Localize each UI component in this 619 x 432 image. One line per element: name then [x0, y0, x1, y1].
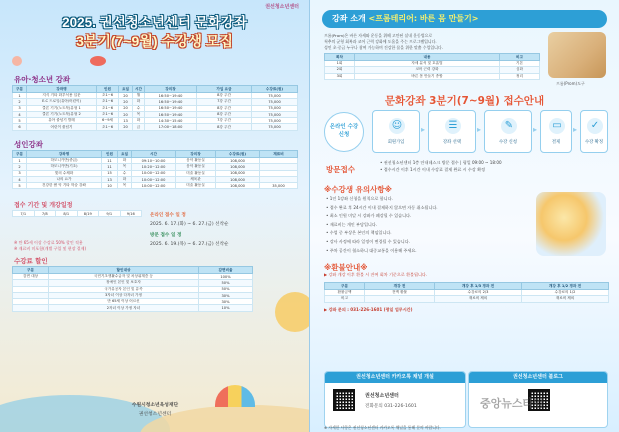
table-header-cell: 강좌명 — [27, 151, 102, 158]
schedule-date: 9/1 — [99, 211, 121, 217]
table-cell: 50% — [199, 280, 253, 286]
table-cell: 20 — [119, 111, 133, 117]
table-cell — [13, 305, 49, 311]
intro-paragraph-line-3: 성인 초·중급 누구나 참여 가능하며 건강한 몸을 위한 맞춤 수업입니다. — [324, 45, 443, 50]
table-cell: 4 — [13, 176, 27, 182]
table-cell: 1회 — [325, 61, 355, 67]
caution-heading: ※수강생 유의사항※ — [324, 185, 392, 194]
table-cell: 국민기초생활수급자 및 차상위계층 등 — [49, 274, 199, 280]
table-cell: 13 — [119, 118, 133, 124]
caution-item: • 재료비는 개인 부담입니다. — [326, 221, 378, 227]
table-cell: E.C 드로잉(유아/어린이) — [27, 99, 97, 105]
intro-heading — [322, 10, 607, 28]
caution-item: • 접수 완료 후 24시간 이내 결제하지 않으면 자동 취소됩니다. — [326, 204, 438, 210]
table-header-cell: 가입 요금 — [197, 86, 252, 93]
table-cell: 7강 주간 — [197, 99, 252, 105]
step-arrow-icon: ▸ — [421, 125, 426, 134]
schedule-heading: 접수 기간 및 개강일정 — [14, 202, 73, 209]
table-cell: 하모니카반(기초) — [27, 164, 102, 170]
table-cell: 20 — [119, 99, 133, 105]
list-icon: ☰ — [445, 118, 461, 134]
table-cell: 75,000 — [252, 105, 298, 111]
right-panel — [310, 0, 619, 432]
table-cell: 클론 기기(노트북)유형 2 — [27, 111, 97, 117]
table-cell: 미술 활동실 — [176, 170, 216, 176]
visit-info-1: • 권선청소년센터 1층 안내데스크 방문 접수 | 평일 09:00 ~ 18:00 — [380, 160, 502, 165]
table-cell: 미술 활동실 — [176, 183, 216, 189]
table-header-cell: 요일 — [119, 86, 133, 93]
table-header-cell: 구분 — [13, 151, 27, 158]
left-panel — [0, 0, 309, 432]
qr-code[interactable] — [333, 389, 355, 411]
schedule-date: 7/8 — [34, 211, 56, 217]
table-cell: 초1~6 — [97, 111, 119, 117]
table-cell: 75,000 — [252, 118, 298, 124]
table-cell: 7강 주간 — [197, 118, 252, 124]
schedule-date: 8/19 — [77, 211, 99, 217]
table-cell: 화 — [133, 99, 145, 105]
table-cell: 건강한 팝 악 기타 학습 강좌 — [27, 183, 102, 189]
table-cell: 화 — [133, 118, 145, 124]
table-cell: 수 — [118, 170, 132, 176]
table-cell: 16:50~19:40 — [145, 111, 197, 117]
table-header-cell: 비고 — [500, 54, 540, 61]
online-apply-label: 온라인 수강신청 — [329, 124, 359, 138]
step-select-label: 강좌 선택 — [443, 140, 461, 145]
table-row — [13, 305, 253, 311]
crab-icon — [90, 56, 106, 66]
table-cell: 심화 — [500, 67, 540, 73]
table-cell: 5 — [13, 118, 27, 124]
schedule-date: 7/1 — [13, 211, 35, 217]
center-badge: 권선청소년센터 — [265, 4, 299, 10]
step-confirm-label: 수강 확정 — [585, 140, 603, 145]
table-cell: 50% — [199, 286, 253, 292]
beach-illustration — [536, 192, 606, 256]
page-title: 2025. 권선청소년센터 문화강좌 — [62, 15, 247, 30]
apply-heading: 문화강좌 3분기(7~9월) 접수안내 — [384, 95, 545, 107]
table-cell: 16:50~19:40 — [145, 105, 197, 111]
table-header-cell: 재료비 — [260, 151, 298, 158]
table-cell: 35,000 — [260, 183, 298, 189]
visit-registration-label: 방문 접수 일 정 — [150, 233, 182, 238]
step-signup-label: 회원가입 — [387, 140, 405, 145]
schedule-date: 9/16 — [120, 211, 142, 217]
visit-info-2: • 접수시간 이후 1시간 이내 수강료 결제 완료 시 수강 확정 — [380, 167, 486, 172]
table-cell: 목 — [118, 183, 132, 189]
table-cell: 5 — [13, 183, 27, 189]
caution-item: • 최소 인원 미달 시 강좌가 폐강될 수 있습니다. — [326, 213, 412, 219]
note-2: ※ 재료비 미포함(개별 구입 및 현장 결제) — [14, 246, 87, 251]
table-cell: 목 — [118, 164, 132, 170]
watermark: 중앙뉴스타임 — [480, 397, 544, 410]
contact-info: ▶ 강좌 문의 : 031-226-1601 (평일 업무시간) — [324, 307, 413, 312]
table-cell: 3회 — [325, 73, 355, 79]
table-header-cell: 강의장 — [145, 86, 197, 93]
shell-icon — [12, 56, 22, 66]
table-header-cell: 수강료(원) — [216, 151, 260, 158]
table-cell: 10% — [199, 305, 253, 311]
table-header-cell: 개강 후 1/3 경과 전 — [435, 283, 522, 290]
youth-section-heading: 유아·청소년 강좌 — [14, 75, 71, 84]
table-header-cell: 시간 — [132, 151, 176, 158]
table-cell: 나의 요가 — [27, 176, 102, 182]
table-cell: 10:00~12:00 — [132, 183, 176, 189]
table-header-cell: 구분 — [13, 267, 49, 274]
table-cell: 초1~6 — [97, 105, 119, 111]
table-cell: 2 — [13, 99, 27, 105]
table-cell: 기본 — [500, 61, 540, 67]
table-cell: 빛의 수채화 — [27, 170, 102, 176]
intro-heading-prefix: 강좌 소개 — [332, 14, 366, 23]
card-icon: ▭ — [549, 118, 565, 134]
refund-table — [324, 282, 609, 303]
table-cell: 1 — [13, 158, 27, 164]
step-arrow-icon: ▸ — [573, 125, 578, 134]
step-arrow-icon: ▸ — [477, 125, 482, 134]
step-select — [428, 110, 476, 153]
intro-paragraph-line-2: 척추의 균형 회복과 코어 근력 강화에 도움을 주는 프로그램입니다. — [324, 39, 437, 44]
table-cell: 10:20~12:00 — [132, 164, 176, 170]
discount-heading: 수강료 할인 — [14, 257, 48, 265]
table-header-cell: 할인대상 — [49, 267, 199, 274]
table-header-cell: 강좌명 — [27, 86, 97, 93]
table-cell: 음악 활동실 — [176, 164, 216, 170]
table-header-cell: 요일 — [118, 151, 132, 158]
step-apply-label: 수강 신청 — [499, 140, 517, 145]
table-cell: 초1~6 — [97, 93, 119, 99]
table-cell: 16:50~19:40 — [145, 93, 197, 99]
table-cell: 108,000 — [216, 170, 260, 176]
edit-icon: ✎ — [501, 118, 517, 134]
table-cell: 17:00~18:00 — [145, 124, 197, 130]
table-cell: 코어 근력 강화 — [355, 67, 500, 73]
table-cell: 14:30~15:40 — [145, 118, 197, 124]
table-cell: 체육관 — [176, 176, 216, 182]
discount-table — [12, 266, 253, 312]
table-cell: 재료비 제외 — [435, 296, 522, 302]
table-row — [325, 73, 540, 79]
visit-registration-date: 2025. 6. 19.(목) ~ 6. 27.(금) 선착순 — [150, 242, 229, 247]
table-cell: 09:10~10:00 — [132, 158, 176, 164]
table-cell: 20 — [119, 93, 133, 99]
table-cell: 음악 활동실 — [176, 158, 216, 164]
table-cell: 월 — [133, 93, 145, 99]
table-cell: 초1~6 — [97, 124, 119, 130]
check-icon: ✓ — [587, 118, 603, 134]
kakao-phone: 전화문의 031-226-1601 — [365, 404, 417, 409]
table-cell: 20 — [119, 124, 133, 130]
table-cell: 10:00~12:00 — [132, 176, 176, 182]
caution-item: • 주차 공간이 협소하니 대중교통을 이용해 주세요. — [326, 247, 417, 253]
table-cell: 재료비 제외 — [522, 296, 609, 302]
table-cell: 수강료의 1/2 — [522, 290, 609, 296]
table-row — [13, 124, 298, 130]
table-cell: 2자녀 이상 가정 자녀 — [49, 305, 199, 311]
table-cell: 30% — [199, 299, 253, 305]
table-cell: 화 — [118, 176, 132, 182]
table-row — [13, 183, 298, 189]
table-cell: 8강 주간 — [197, 105, 252, 111]
table-cell: 클론 기기(노트북)유형 1 — [27, 105, 97, 111]
caution-item: • 1인 1강좌 신청을 원칙으로 합니다. — [326, 196, 393, 201]
table-cell: 100% — [199, 274, 253, 280]
table-cell: 3 — [13, 105, 27, 111]
schedule-table — [12, 210, 142, 217]
table-cell: 유아 줄넘기 발레 — [27, 118, 97, 124]
table-cell: 수강료의 2/3 — [435, 290, 522, 296]
table-header-cell: 인원 — [102, 151, 118, 158]
user-icon: ☺ — [389, 118, 405, 134]
table-cell: 108,000 — [216, 176, 260, 182]
intro-paragraph-line-1: 프롬(Prom)은 바른 자세와 운동을 위해 고안된 실내 운동법으로 — [324, 33, 433, 38]
table-cell: 13 — [102, 176, 118, 182]
table-cell: 금 — [133, 124, 145, 130]
table-cell: 75,000 — [252, 124, 298, 130]
table-cell: 11 — [102, 164, 118, 170]
table-cell: 1 — [13, 93, 27, 99]
table-header-cell: 시간 — [133, 86, 145, 93]
table-header-cell: 인원 — [97, 86, 119, 93]
table-cell: 10 — [102, 183, 118, 189]
table-cell: 11 — [102, 158, 118, 164]
caution-item: • 강사 사정에 따라 일정이 변경될 수 있습니다. — [326, 239, 411, 244]
refund-subtext: ▶ 강좌 개강 이후 환불 시 잔여 회차 기준으로 환불됩니다. — [324, 272, 428, 277]
table-cell: - — [365, 296, 435, 302]
refund-heading: ※환불안내※ — [324, 263, 368, 272]
step-apply — [484, 110, 532, 153]
table-header-cell: 개강 후 1/2 경과 전 — [522, 283, 609, 290]
table-cell: 30% — [199, 292, 253, 298]
prom-product-label: 프롬(Prom)도구 — [556, 81, 585, 86]
table-cell: 환불금액 — [325, 290, 365, 296]
table-cell: 비고 — [325, 296, 365, 302]
step-arrow-icon: ▸ — [533, 125, 538, 134]
kakao-channel-card[interactable] — [324, 371, 466, 428]
table-cell: 16:50~19:40 — [145, 99, 197, 105]
table-header-cell: 회차 — [325, 54, 355, 61]
intro-schedule-table — [324, 53, 540, 80]
table-header-cell: 내용 — [355, 54, 500, 61]
footer-center: 권선청소년센터 — [138, 412, 172, 417]
table-cell: 어린이 줄넘기 — [27, 124, 97, 130]
table-cell: 6 — [13, 124, 27, 130]
table-cell: 75,000 — [252, 99, 298, 105]
table-cell: 목 — [133, 111, 145, 117]
table-cell: 3 — [13, 170, 27, 176]
kakao-card-title: 권선청소년센터 카카오톡 채널 개설 — [325, 372, 465, 383]
table-cell: 전액 환불 — [365, 290, 435, 296]
table-cell: 108,000 — [216, 158, 260, 164]
step-payment — [540, 110, 572, 153]
table-cell: 108,000 — [216, 183, 260, 189]
umbrella-icon — [215, 385, 255, 407]
table-cell: 108,000 — [216, 164, 260, 170]
online-registration-date: 2025. 6. 17.(화) ~ 6. 27.(금) 선착순 — [150, 222, 229, 227]
adult-course-table — [12, 150, 298, 189]
intro-heading-title: <프롬테리어: 바른 몸 만들기> — [368, 14, 479, 23]
table-cell: 2회 — [325, 67, 355, 73]
table-cell: 화 — [118, 158, 132, 164]
page-subtitle: 3분기(7~9월) 수강생 모집 — [76, 33, 233, 49]
table-header-cell: 감면비율 — [199, 267, 253, 274]
adult-section-heading: 성인강좌 — [14, 140, 43, 149]
table-cell: 20 — [119, 105, 133, 111]
sun-decoration — [275, 292, 309, 332]
table-cell: 장애인 본인 및 보호자 — [49, 280, 199, 286]
table-cell: 15 — [102, 170, 118, 176]
table-cell: 4 — [13, 111, 27, 117]
footnote: ※ 자세한 사항은 권선청소년센터 카카오톡 채널을 통해 문의 바랍니다. — [324, 425, 441, 430]
prom-product-image — [548, 32, 606, 78]
table-cell: 75,000 — [252, 111, 298, 117]
table-header-cell: 수강료(원) — [252, 86, 298, 93]
table-cell: 하모니카반(중급) — [27, 158, 102, 164]
table-cell: 2 — [13, 164, 27, 170]
step-payment-label: 결제 — [551, 140, 561, 145]
kakao-channel-name: 권선청소년센터 — [365, 393, 399, 399]
visit-heading: 방문접수 — [326, 165, 355, 174]
table-cell: 10:00~12:00 — [132, 170, 176, 176]
step-signup — [372, 110, 420, 153]
table-header-cell: 개강 전 — [365, 283, 435, 290]
table-cell: 국가유공자 본인 및 유족 — [49, 286, 199, 292]
step-confirm — [580, 110, 608, 153]
schedule-date: 8/1 — [56, 211, 78, 217]
table-cell: 3자녀 이상 다자녀 가정 — [49, 292, 199, 298]
online-registration-label: 온라인 접수 일 정 — [150, 213, 186, 218]
table-cell: 8강 주간 — [197, 93, 252, 99]
table-cell: 75,000 — [252, 93, 298, 99]
table-row — [325, 296, 609, 302]
table-cell: 지식 기타 화부석용 입문 — [27, 93, 97, 99]
table-cell: 만 65세 이상 어르신 — [49, 299, 199, 305]
table-cell: 감면 대상 — [13, 274, 49, 280]
table-cell: 수 — [133, 105, 145, 111]
table-cell: 8강 주간 — [197, 111, 252, 117]
youth-course-table — [12, 85, 298, 131]
blog-card-title: 권선청소년센터 블로그 — [469, 372, 607, 383]
table-header-cell: 구분 — [13, 86, 27, 93]
table-cell: 초1~6 — [97, 99, 119, 105]
note-1: ※ 만 65세 이상 수강료 50% 할인 적용 — [14, 240, 83, 245]
footer-organization: 수원시청소년육성재단 — [131, 403, 179, 408]
table-cell: 자세 분석 및 호흡법 — [355, 61, 500, 67]
table-cell: 6~9세 — [97, 118, 119, 124]
table-cell: 8강 주간 — [197, 124, 252, 130]
table-header-cell: 구분 — [325, 283, 365, 290]
table-cell: 정리 — [500, 73, 540, 79]
online-apply-badge — [324, 112, 364, 152]
table-cell: 바른 몸 만들기 종합 — [355, 73, 500, 79]
caution-item: • 수업 중 부상은 본인의 책임입니다. — [326, 230, 392, 236]
table-header-cell: 강의장 — [176, 151, 216, 158]
